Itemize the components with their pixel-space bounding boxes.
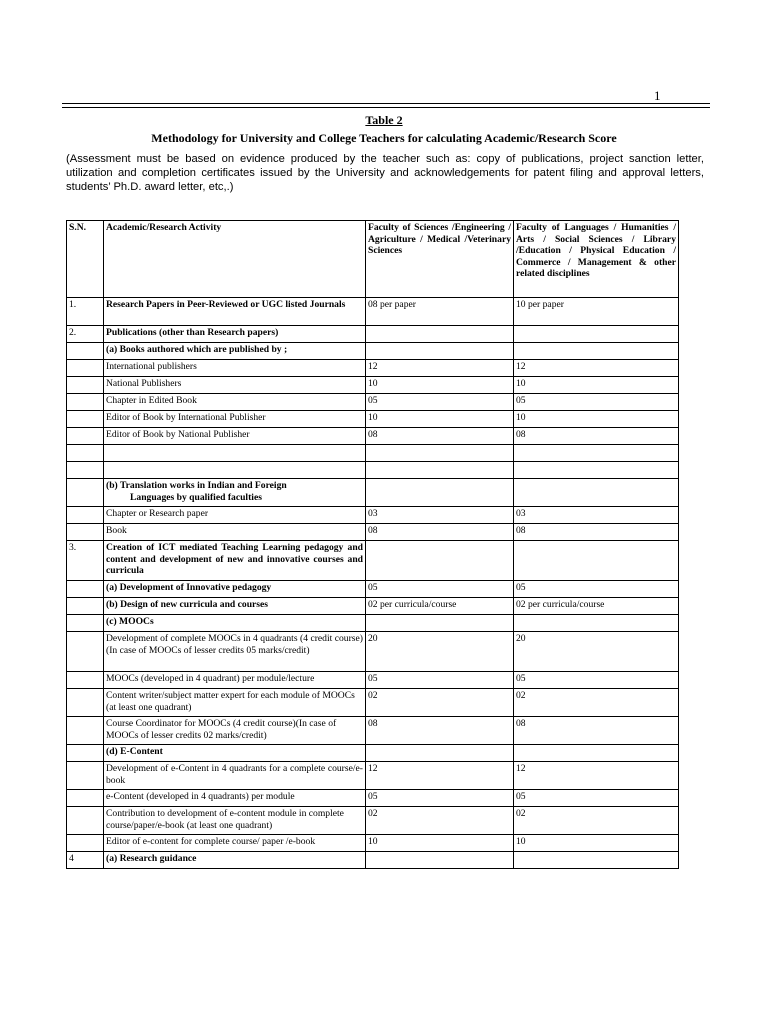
table-row [67,445,679,462]
row-activity: (c) MOOCs [104,615,366,632]
row-sn: 1. [67,298,104,326]
row-sn [67,672,104,689]
row-activity [104,445,366,462]
row-languages: 10 [514,835,679,852]
row-activity-line: (b) Translation works in Indian and Foreign [106,480,287,491]
table-row [67,762,679,790]
table-row [67,852,679,869]
row-languages [514,852,679,869]
row-activity: MOOCs (developed in 4 quadrant) per module/lecture [104,672,366,689]
table-row [67,632,679,672]
row-languages [514,462,679,479]
row-languages [514,615,679,632]
table-row [67,298,679,326]
row-activity: National Publishers [104,377,366,394]
row-sn: 4 [67,852,104,869]
row-activity: Development of complete MOOCs in 4 quadrants (4 credit course)(In case of MOOCs of lesser credits 05 marks/credit) [104,632,366,672]
table-row [67,377,679,394]
row-activity [104,462,366,479]
table-row [67,524,679,541]
row-sciences [366,615,514,632]
row-sn [67,615,104,632]
row-activity-line: Languages by qualified faculties [130,491,262,503]
row-sn [67,745,104,762]
table-subtitle: Methodology for University and College Teachers for calculating Academic/Research Score [151,131,617,145]
row-sciences [366,745,514,762]
table-row [67,541,679,581]
row-sn [67,445,104,462]
row-sn [67,377,104,394]
row-sciences: 03 [366,507,514,524]
row-activity [104,479,366,507]
table-row [67,615,679,632]
row-languages: 08 [514,524,679,541]
header-sciences: Faculty of Sciences /Engineering / Agriculture / Medical /Veterinary Sciences [366,221,514,298]
row-sn [67,632,104,672]
row-languages: 10 [514,411,679,428]
row-sn [67,479,104,507]
row-sciences: 05 [366,790,514,807]
row-languages: 20 [514,632,679,672]
table-row [67,479,679,507]
row-sciences: 05 [366,581,514,598]
row-sn [67,343,104,360]
row-languages [514,326,679,343]
row-languages: 10 [514,377,679,394]
row-languages: 05 [514,790,679,807]
row-sn [67,394,104,411]
row-activity: Chapter or Research paper [104,507,366,524]
assessment-note: (Assessment must be based on evidence produced by the teacher such as: copy of publications, project sanction letter, utilization and completion certificates issued by the University and acknowledgements for patent filing and approval letters, students’ Ph.D. award letter, etc,.) [66,153,704,193]
row-sciences: 08 per paper [366,298,514,326]
row-sciences [366,445,514,462]
row-sciences: 02 per curricula/course [366,598,514,615]
row-languages [514,745,679,762]
row-languages: 12 [514,360,679,377]
table-row [67,598,679,615]
row-activity: (a) Research guidance [104,852,366,869]
table-row [67,507,679,524]
row-languages [514,445,679,462]
row-sciences: 10 [366,377,514,394]
table-row [67,790,679,807]
row-activity: e-Content (developed in 4 quadrants) per module [104,790,366,807]
row-sciences: 05 [366,672,514,689]
row-sn: 3. [67,541,104,581]
row-sn [67,762,104,790]
row-activity: Contribution to development of e-content module in complete course/paper/e-book (at least one quadrant) [104,807,366,835]
row-languages: 02 [514,807,679,835]
row-activity: Research Papers in Peer-Reviewed or UGC listed Journals [104,298,366,326]
row-activity: Editor of Book by National Publisher [104,428,366,445]
row-sn [67,807,104,835]
table-row [67,672,679,689]
row-sn: 2. [67,326,104,343]
row-activity: (a) Books authored which are published by ; [104,343,366,360]
row-sciences: 20 [366,632,514,672]
row-sn [67,462,104,479]
row-sciences: 08 [366,524,514,541]
row-languages: 03 [514,507,679,524]
table-row [67,360,679,377]
table-row [67,581,679,598]
row-languages: 12 [514,762,679,790]
row-languages: 10 per paper [514,298,679,326]
row-sciences: 10 [366,411,514,428]
row-sciences: 05 [366,394,514,411]
table-header-row [67,221,679,298]
table-row [67,428,679,445]
row-languages: 02 per curricula/course [514,598,679,615]
row-languages: 02 [514,689,679,717]
row-languages: 05 [514,394,679,411]
row-sciences: 08 [366,428,514,445]
table-row [67,717,679,745]
row-activity: Creation of ICT mediated Teaching Learning pedagogy and content and development of new and innovative courses and curricula [104,541,366,581]
table-row [67,835,679,852]
row-activity: Development of e-Content in 4 quadrants for a complete course/e-book [104,762,366,790]
row-sciences [366,326,514,343]
row-sciences [366,852,514,869]
row-sciences: 12 [366,762,514,790]
row-sciences [366,479,514,507]
row-sn [67,717,104,745]
row-activity: (d) E-Content [104,745,366,762]
row-activity: International publishers [104,360,366,377]
row-sn [67,411,104,428]
row-sciences [366,541,514,581]
row-languages [514,479,679,507]
table-row [67,689,679,717]
row-activity: Chapter in Edited Book [104,394,366,411]
row-sn [67,428,104,445]
row-sn [67,790,104,807]
table-row [67,411,679,428]
row-languages: 05 [514,672,679,689]
row-languages [514,343,679,360]
row-activity: (b) Design of new curricula and courses [104,598,366,615]
row-sciences: 02 [366,689,514,717]
row-sn [67,360,104,377]
row-languages [514,541,679,581]
row-languages: 08 [514,428,679,445]
header-rule-bottom [62,107,710,108]
row-sn [67,835,104,852]
row-sciences [366,462,514,479]
header-activity: Academic/Research Activity [104,221,366,298]
table-row [67,394,679,411]
header-sn: S.N. [67,221,104,298]
row-sn [67,507,104,524]
table-row [67,326,679,343]
row-sciences: 08 [366,717,514,745]
row-activity: Editor of e-content for complete course/ paper /e-book [104,835,366,852]
row-languages: 08 [514,717,679,745]
table-row [67,745,679,762]
row-activity: Editor of Book by International Publisher [104,411,366,428]
row-activity: Publications (other than Research papers) [104,326,366,343]
row-sn [67,689,104,717]
table-row [67,462,679,479]
row-sciences: 02 [366,807,514,835]
row-sciences: 12 [366,360,514,377]
header-rule-top [62,103,710,104]
row-sn [67,581,104,598]
page-number: 1 [654,88,661,103]
row-sciences: 10 [366,835,514,852]
table-title: Table 2 [365,113,403,127]
score-table [66,220,679,869]
row-languages: 05 [514,581,679,598]
row-activity: Book [104,524,366,541]
row-activity: Content writer/subject matter expert for each module of MOOCs (at least one quadrant) [104,689,366,717]
row-activity: (a) Development of Innovative pedagogy [104,581,366,598]
table-row [67,343,679,360]
table-row [67,807,679,835]
header-languages: Faculty of Languages / Humanities / Arts / Social Sciences / Library /Education / Physical Education / Commerce / Management & other related disciplines [514,221,679,298]
row-sn [67,524,104,541]
row-activity: Course Coordinator for MOOCs (4 credit course)(In case of MOOCs of lesser credits 02 marks/credit) [104,717,366,745]
row-sn [67,598,104,615]
row-sciences [366,343,514,360]
